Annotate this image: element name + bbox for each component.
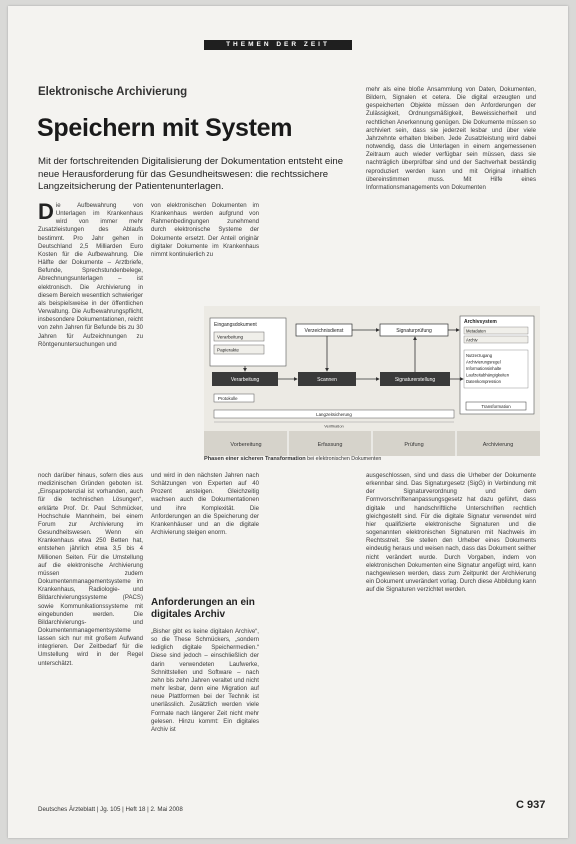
headline: Speichern mit System [37,114,293,142]
column-2-top: von elektronischen Dokumenten im Krankenhaus werden aufgrund von Rahmenbedingungen zunehmend durch elektronische Systeme der Dokumente ersetzt. Der Anteil originär digitaler Dokumente im Krankenhaus nimmt kontinuierlich zu [151,202,259,258]
kicker: Elektronische Archivierung [38,86,188,98]
source-group-title: Eingangsdokument [214,322,257,328]
subheading: Anforderungen an ein digitales Archiv [151,597,255,620]
column-3-top: mehr als eine bloße Ansammlung von Daten, Dokumenten, Bildern, Signalen et cetera. Die digital erzeugten und gespeicherten Objekte müssen den Anforderungen der Zulässigkeit, Ordnungsmäßigkeit, Beweissicherheit und rechtlichen Anerkennung genügen. Die Dokumente müssen so archiviert sein, dass sie jederzeit lesbar und über viele Jahrzehnte erhalten bleiben. Jede Zusatzleistung wird dabei notwendig, dass die Unterlagen in einem angemessenen Zeitraum auch wieder verfügbar sein müssen, dass sie nachträglich überprüfbar sind und der Sachverhalt beständig reproduziert werden kann und mit Original inhaltlich übereinstimmen muss. Mit Hilfe eines Informationsmanagements von Dokumenten [366,86,536,191]
column-1-bottom: noch darüber hinaus, sofern dies aus medizinischen Gründen geboten ist. „Einsparpotenzial ist vorhanden, auch für die technischen Lösungen“, erklärte Prof. Dr. Paul Schmücker, Hochschule Mannheim, bei einem Forum zur Archivierung im Gesundheitswesen. Wenn ein Krankenhaus etwa 250 Betten hat, entstehen jährlich etwa 3,5 bis 4 Millionen Seiten. Für die Umstellung auf die elektronische Archivierung müssen zudem Dokumentenmanagementsysteme im Krankenhaus, Radiologie- und Bildarchivierungssysteme (PACS) sowie Kommunikationssysteme mit eingebunden werden. Die Bildarchivierungs- und Dokumentenmanagementsysteme lassen sich nur mit großem Aufwand integrieren. Der Zeitbedarf für die Umstellung wird in der Regel unterschätzt. [38,472,143,667]
stage-1-label: Vorbereitung [230,442,262,448]
archive-box-3-label: Nutzerzugang [466,353,493,358]
archive-group-title: Archivsystem [464,319,497,325]
source-box-2-label: Papierakte [217,347,239,353]
archive-box-5-label: Informationsinhalte [466,366,502,371]
signatur-label: Signaturprüfung [396,328,432,334]
column-1-top [38,199,143,349]
column-1-top-text: ie Aufbewahrung von Unterlagen im Krankenhaus wird von immer mehr Zusatzleistungen des Ablaufs bestimmt. Pro Jahr gehen in Deutschland 2,5 Milliarden Euro Kosten für die Aufbewahrung. Die Hälfte der Dokumente – Arztbriefe, Befunde, Sprechstundenbelege, Abrechnungsunterlagen – ist elektronisch. Die Archivierung in diesem Bereich wesentlich schwieriger als beispielsweise in der öffentlichen Verwaltung. Die Aufbewahrungspflicht, insbesondere Dokumentationen, reicht von zehn Jahren für Befunde bis zu 30 Jahren für Aufzeichnungen zu Röntgenuntersuchungen und [38,202,143,348]
stage-2-label: Erfassung [317,442,343,448]
column-3-bottom: ausgeschlossen, sind und dass die Urheber der Dokumente erkennbar sind. Das Signaturgesetz (SigG) in Verbindung mit der Signaturverordnung und dem Formvorschriftenanpassungsgesetz hat dazu geführt, dass digitale und handschriftliche Unterschriften rechtlich gleichgestellt sind. Für die digitale Signatur verwendet wird hier qualifizierte elektronische Signaturen und die sogenannten elektronischen Signaturen mit Nachweis im Rechtsstreit. Sie stellen den Urheber eines Dokuments eindeutig heraus und weisen nach, dass das Dokument seither nicht verändert wurde. Durch Vorgaben, indem von elektronischen Dokumenten eine Signatur angefügt wird, kann nachgewiesen werden, dass zum Zeitpunkt der Archivierung ein Dokument unverändert vorlag. Durch diese Abbildung kann auf die Signaturen verzichtet werden. [366,472,536,594]
transformation-label: Transformation [481,403,511,409]
archive-box-6-label: Laufzeitabhängigkeiten [466,372,510,378]
archive-box-7-label: Datenkompression [466,379,501,384]
source-box-1-label: Verarbeitung [217,334,244,340]
process-diagram [204,306,540,456]
section-header: THEMEN DER ZEIT [204,40,352,50]
verzeichnis-label: Verzeichnisdienst [304,328,344,334]
archive-box-4-label: Archivierungsregel [466,359,501,365]
drop-cap: D [38,199,54,224]
archive-box-2-label: Archiv [466,337,478,343]
stage-4-label: Archivierung [482,442,514,448]
article-page [8,6,568,838]
archive-box-1-label: Metadaten [466,328,486,334]
process-box-1-label: Verarbeitung [230,377,260,383]
stage-3-label: Prüfung [404,442,424,448]
lead-paragraph: Mit der fortschreitenden Digitalisierung der Dokumentation entsteht eine neue Herausforderung für das Gesundheitswesen: die rechtssichere Langzeitsicherung der Patientenunterlagen. [38,156,344,193]
longterm-label: Langzeitsicherung [316,411,352,417]
protokoll-label: Protokolle [218,395,238,401]
process-box-3-label: Signaturerstellung [394,377,436,383]
column-2-after-subhead: „Bisher gibt es keine digitalen Archive“, so die These Schmückers, „sondern lediglich digitale Speichermedien.“ Diese sind jedoch – einschließlich der darin verwendeten Laufwerke, Schnittstellen und Software – nach zehn bis zehn Jahren veraltet und nicht mehr lesbar, denn eine Migration auf neue Plattformen bei der Technik ist unerlässlich. Zusätzlich werden viele Formate nach längerer Zeit nicht mehr gelesen. Hinzu kommt: Ein digitales Archiv ist [151,628,259,733]
caption-title: Phasen einer sicheren Transformation [204,456,306,462]
verifikation-label: Verifikation [324,423,344,429]
diagram-svg [204,306,540,456]
page-number: C 937 [516,799,546,811]
figure-caption [204,456,544,462]
caption-text: bei elektronischen Dokumenten [307,456,382,462]
process-box-2-label: Scannen [317,377,337,383]
column-2-bottom: und wird in den nächsten Jahren nach Schätzungen von Experten auf 40 Prozent ansteigen. Gleichzeitig wachsen auch die Dokumentationen und ihre Komplexität. Die Anforderungen an die Speicherung der Krankenhäuser und an die digitale Archivierung steigen enorm. [151,472,259,537]
journal-footer: Deutsches Ärzteblatt | Jg. 105 | Heft 18 | 2. Mai 2008 [38,806,183,813]
